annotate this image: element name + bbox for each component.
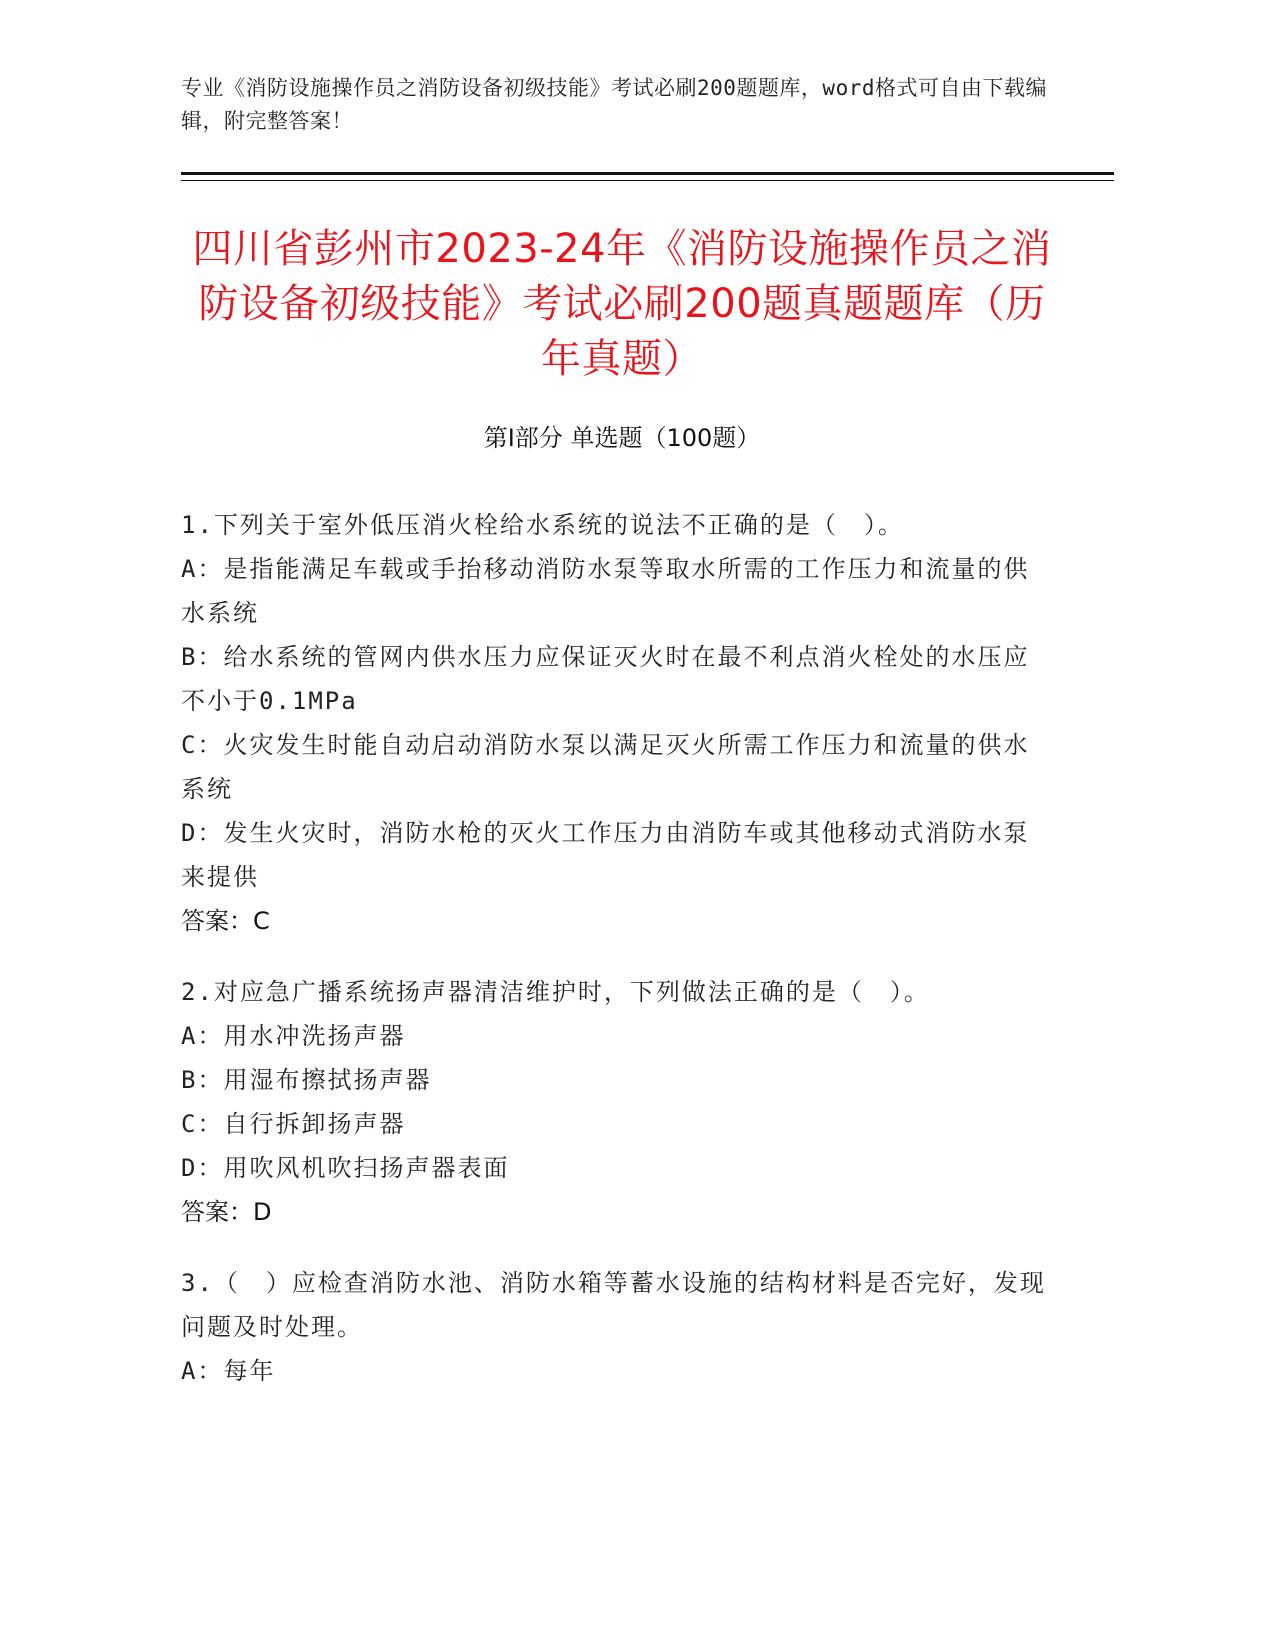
option-a: A：用水冲洗扬声器 (181, 1022, 406, 1050)
option-d: D：用吹风机吹扫扬声器表面 (181, 1154, 510, 1182)
section-title: 第Ⅰ部分 单选题（100题） (483, 424, 761, 452)
question-stem: 3.（ ）应检查消防水池、消防水箱等蓄水设施的结构材料是否完好，发现问题及时处理。 (181, 1269, 1046, 1341)
question-list (181, 503, 1051, 1420)
question-stem: 1.下列关于室外低压消火栓给水系统的说法不正确的是（ ）。 (181, 511, 904, 539)
question-3 (181, 1261, 1051, 1393)
option-a: A：是指能满足车载或手抬移动消防水泵等取水所需的工作压力和流量的供水系统 (181, 555, 1030, 627)
question-stem: 2.对应急广播系统扬声器清洁维护时，下列做法正确的是（ ）。 (181, 978, 930, 1006)
question-2 (181, 970, 1051, 1234)
header-divider-thin (181, 180, 1114, 181)
question-1 (181, 503, 1051, 943)
option-c: C：火灾发生时能自动启动消防水泵以满足灭火所需工作压力和流量的供水系统 (181, 731, 1030, 803)
option-b: B：给水系统的管网内供水压力应保证灭火时在最不利点消火栓处的水压应不小于0.1MPa (181, 643, 1030, 715)
document-title: 四川省彭州市2023-24年《消防设施操作员之消防设备初级技能》考试必刷200题真题题库（历年真题） (192, 226, 1052, 382)
header-divider-thick (181, 172, 1114, 175)
option-c: C：自行拆卸扬声器 (181, 1110, 406, 1138)
option-a: A：每年 (181, 1357, 276, 1385)
option-b: B：用湿布擦拭扬声器 (181, 1066, 432, 1094)
answer: 答案：C (181, 907, 270, 935)
answer: 答案：D (181, 1198, 272, 1226)
header-note: 专业《消防设施操作员之消防设备初级技能》考试必刷200题题库，word格式可自由下载编辑，附完整答案！ (181, 76, 1047, 133)
option-d: D：发生火灾时，消防水枪的灭火工作压力由消防车或其他移动式消防水泵来提供 (181, 819, 1030, 891)
